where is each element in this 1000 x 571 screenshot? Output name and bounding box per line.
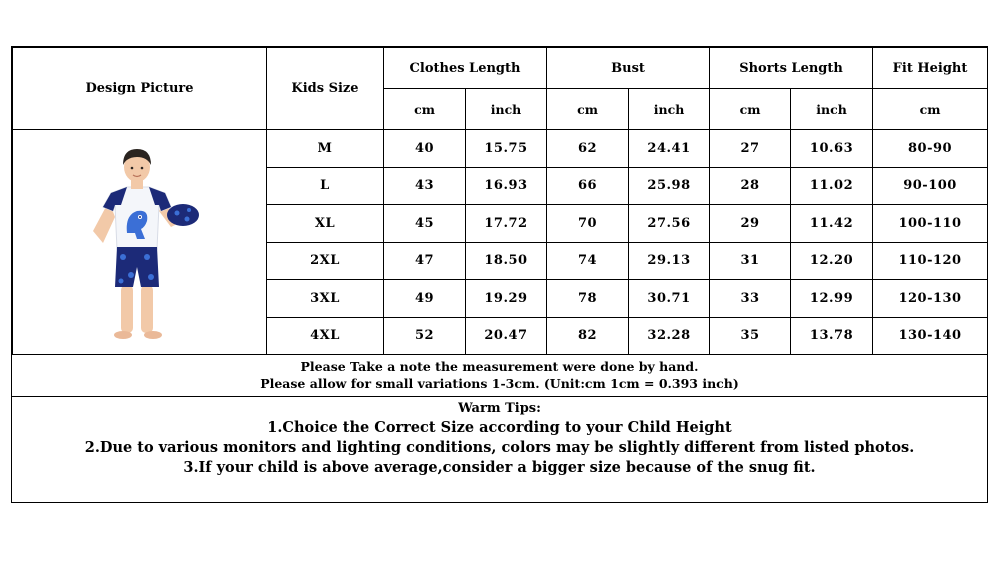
- unit-height-cm: cm: [873, 89, 988, 130]
- clothes-cm: 40: [384, 130, 466, 168]
- unit-clothes-inch: inch: [466, 89, 547, 130]
- note-line-2: Please allow for small variations 1-3cm. (Unit:cm 1cm = 0.393 inch): [260, 376, 739, 391]
- bust-cm: 66: [547, 167, 629, 205]
- fit-height: 110-120: [873, 242, 988, 280]
- clothes-inch: 16.93: [466, 167, 547, 205]
- clothes-inch: 15.75: [466, 130, 547, 168]
- size-label: 4XL: [267, 317, 384, 355]
- size-table: [12, 47, 988, 355]
- shorts-inch: 12.99: [791, 280, 873, 318]
- shorts-cm: 35: [710, 317, 791, 355]
- header-shorts-length: Shorts Length: [710, 48, 873, 89]
- bust-inch: 30.71: [629, 280, 710, 318]
- header-bust: Bust: [547, 48, 710, 89]
- bust-cm: 82: [547, 317, 629, 355]
- header-clothes-length: Clothes Length: [384, 48, 547, 89]
- clothes-cm: 47: [384, 242, 466, 280]
- shorts-cm: 31: [710, 242, 791, 280]
- fit-height: 80-90: [873, 130, 988, 168]
- unit-shorts-inch: inch: [791, 89, 873, 130]
- bust-inch: 24.41: [629, 130, 710, 168]
- size-label: 3XL: [267, 280, 384, 318]
- bust-inch: 25.98: [629, 167, 710, 205]
- clothes-inch: 20.47: [466, 317, 547, 355]
- unit-clothes-cm: cm: [384, 89, 466, 130]
- fit-height: 90-100: [873, 167, 988, 205]
- tips-title: Warm Tips:: [458, 401, 541, 416]
- shorts-cm: 33: [710, 280, 791, 318]
- fit-height: 130-140: [873, 317, 988, 355]
- kid-swimsuit-photo: [75, 135, 205, 350]
- measurement-note: [12, 353, 987, 397]
- unit-bust-cm: cm: [547, 89, 629, 130]
- fit-height: 120-130: [873, 280, 988, 318]
- clothes-cm: 43: [384, 167, 466, 205]
- tip-line-2: 2.Due to various monitors and lighting conditions, colors may be slightly different from listed photos.: [84, 439, 915, 456]
- shorts-cm: 28: [710, 167, 791, 205]
- bust-inch: 32.28: [629, 317, 710, 355]
- bust-cm: 62: [547, 130, 629, 168]
- warm-tips: [12, 399, 987, 478]
- tip-line-1: 1.Choice the Correct Size according to your Child Height: [267, 419, 732, 436]
- unit-bust-inch: inch: [629, 89, 710, 130]
- table-row: [13, 130, 988, 168]
- clothes-cm: 52: [384, 317, 466, 355]
- clothes-cm: 49: [384, 280, 466, 318]
- bust-inch: 29.13: [629, 242, 710, 280]
- size-label: XL: [267, 205, 384, 243]
- shorts-inch: 12.20: [791, 242, 873, 280]
- note-line-1: Please Take a note the measurement were done by hand.: [300, 359, 699, 374]
- design-picture: [13, 130, 267, 355]
- bust-cm: 74: [547, 242, 629, 280]
- header-kids-size: Kids Size: [267, 48, 384, 130]
- shorts-cm: 27: [710, 130, 791, 168]
- shorts-inch: 10.63: [791, 130, 873, 168]
- shorts-inch: 11.42: [791, 205, 873, 243]
- shorts-cm: 29: [710, 205, 791, 243]
- clothes-cm: 45: [384, 205, 466, 243]
- size-label: L: [267, 167, 384, 205]
- size-label: 2XL: [267, 242, 384, 280]
- header-fit-height: Fit Height: [873, 48, 988, 89]
- fit-height: 100-110: [873, 205, 988, 243]
- bust-cm: 78: [547, 280, 629, 318]
- bust-inch: 27.56: [629, 205, 710, 243]
- size-label: M: [267, 130, 384, 168]
- tip-line-3: 3.If your child is above average,consider a bigger size because of the snug fit.: [183, 459, 816, 476]
- unit-shorts-cm: cm: [710, 89, 791, 130]
- bust-cm: 70: [547, 205, 629, 243]
- header-design-picture: Design Picture: [13, 48, 267, 130]
- clothes-inch: 17.72: [466, 205, 547, 243]
- shorts-inch: 11.02: [791, 167, 873, 205]
- shorts-inch: 13.78: [791, 317, 873, 355]
- clothes-inch: 19.29: [466, 280, 547, 318]
- clothes-inch: 18.50: [466, 242, 547, 280]
- size-chart: [11, 46, 988, 503]
